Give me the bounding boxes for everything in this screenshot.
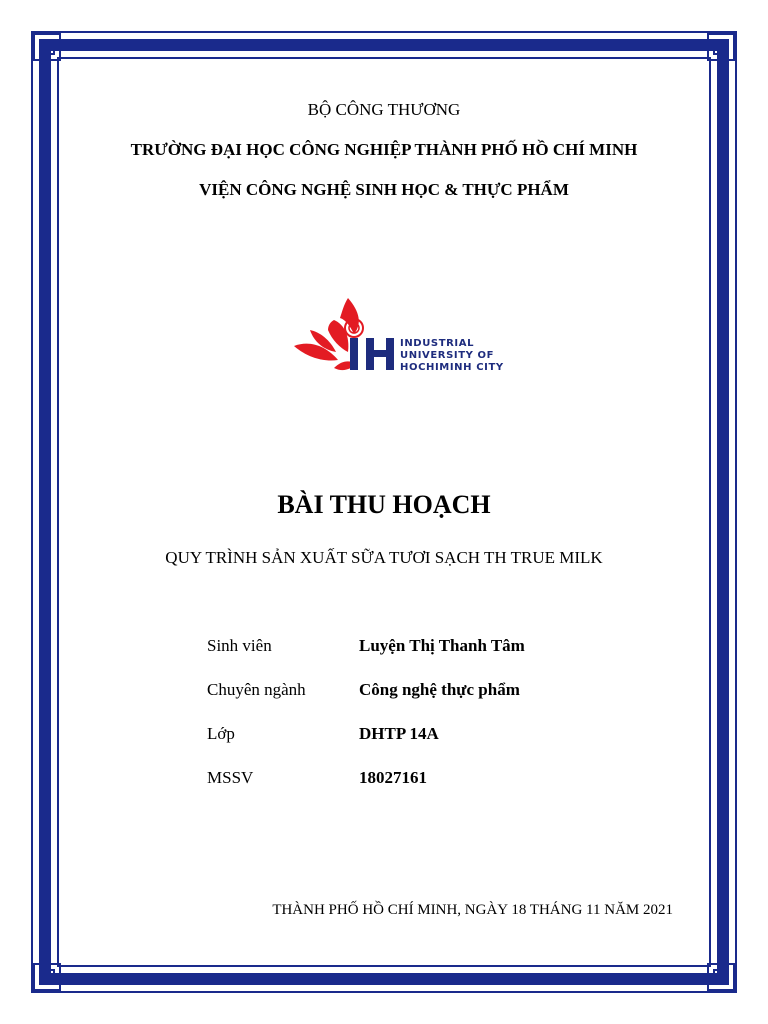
info-value: Công nghệ thực phẩm <box>359 680 520 699</box>
school-name: TRƯỜNG ĐẠI HỌC CÔNG NGHIỆP THÀNH PHỐ HỒ CHÍ MINH <box>130 140 638 159</box>
document-subtitle: QUY TRÌNH SẢN XUẤT SỮA TƯƠI SẠCH TH TRUE MILK <box>165 548 603 567</box>
info-label: Sinh viên <box>207 636 272 655</box>
university-logo <box>290 290 505 380</box>
date-line: THÀNH PHỐ HỒ CHÍ MINH, NGÀY 18 THÁNG 11 NĂM 2021 <box>272 902 673 918</box>
info-value: DHTP 14A <box>359 724 439 743</box>
logo-line-2: UNIVERSITY OF <box>400 350 495 361</box>
logo-line-1: INDUSTRIAL <box>400 338 475 349</box>
logo-line-3: HOCHIMINH CITY <box>400 362 504 373</box>
info-value: Luyện Thị Thanh Tâm <box>359 636 525 655</box>
info-label: MSSV <box>207 768 254 787</box>
info-label: Lớp <box>207 724 235 743</box>
document-title: BÀI THU HOẠCH <box>277 490 491 519</box>
info-value: 18027161 <box>359 768 427 787</box>
ministry-name: BỘ CÔNG THƯƠNG <box>307 100 461 119</box>
institute-name: VIỆN CÔNG NGHỆ SINH HỌC & THỰC PHẨM <box>199 180 569 199</box>
info-label: Chuyên ngành <box>207 680 306 699</box>
